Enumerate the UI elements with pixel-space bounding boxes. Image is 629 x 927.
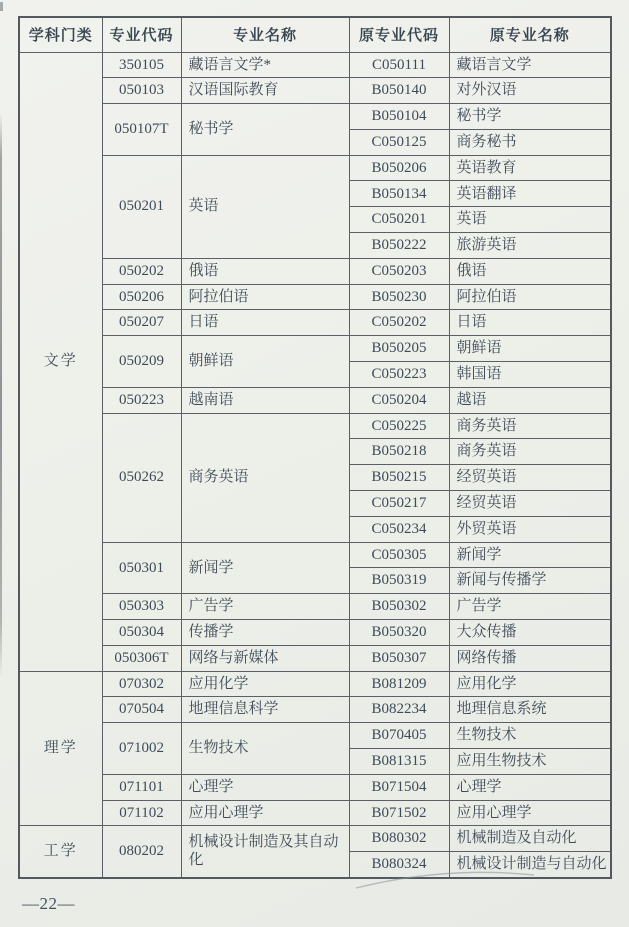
- header-old-major-code: 原专业代码: [349, 17, 449, 52]
- header-discipline-category: 学科门类: [19, 17, 102, 52]
- old-major-name-cell: 商务英语: [449, 413, 611, 439]
- table-row: [19, 413, 611, 439]
- old-major-code-cell: B050302: [349, 594, 449, 620]
- major-code-cell: 050301: [102, 542, 181, 594]
- old-major-name-cell: 韩国语: [449, 362, 611, 388]
- major-code-cell: 050103: [102, 78, 181, 104]
- table-row: [19, 697, 611, 723]
- discipline-category-cell: 文学: [19, 52, 102, 671]
- old-major-code-cell: B050205: [349, 336, 449, 362]
- old-major-name-cell: 机械制造及自动化: [449, 826, 611, 852]
- major-name-cell: 越南语: [181, 387, 349, 413]
- table-row: [19, 78, 611, 104]
- major-code-cell: 080202: [102, 826, 181, 878]
- old-major-code-cell: B050206: [349, 155, 449, 181]
- discipline-category-cell: 理学: [19, 671, 102, 826]
- old-major-code-cell: C050202: [349, 310, 449, 336]
- major-code-cell: 071101: [102, 774, 181, 800]
- old-major-name-cell: 新闻与传播学: [449, 568, 611, 594]
- old-major-name-cell: 旅游英语: [449, 233, 611, 259]
- old-major-name-cell: 对外汉语: [449, 78, 611, 104]
- major-code-cell: 071102: [102, 800, 181, 826]
- table-row: [19, 620, 611, 646]
- old-major-code-cell: B050230: [349, 284, 449, 310]
- major-name-cell: 广告学: [181, 594, 349, 620]
- table-row: [19, 155, 611, 181]
- old-major-name-cell: 越语: [449, 387, 611, 413]
- major-code-cell: 050209: [102, 336, 181, 388]
- major-code-cell: 070302: [102, 671, 181, 697]
- old-major-code-cell: B050307: [349, 645, 449, 671]
- major-name-cell: 机械设计制造及其自动化: [181, 826, 349, 878]
- table-row: [19, 104, 611, 130]
- old-major-name-cell: 大众传播: [449, 620, 611, 646]
- major-code-cell: 350105: [102, 52, 181, 78]
- table-row: [19, 594, 611, 620]
- major-code-cell: 050201: [102, 155, 181, 258]
- major-code-cell: 050107T: [102, 104, 181, 156]
- old-major-name-cell: 地理信息系统: [449, 697, 611, 723]
- old-major-name-cell: 网络传播: [449, 645, 611, 671]
- table-row: [19, 52, 611, 78]
- old-major-name-cell: 新闻学: [449, 542, 611, 568]
- page-number: —22—: [22, 894, 75, 913]
- table-row: [19, 284, 611, 310]
- major-name-cell: 心理学: [181, 774, 349, 800]
- old-major-code-cell: C050305: [349, 542, 449, 568]
- major-name-cell: 英语: [181, 155, 349, 258]
- major-name-cell: 地理信息科学: [181, 697, 349, 723]
- major-code-cell: 050202: [102, 258, 181, 284]
- old-major-name-cell: 应用化学: [449, 671, 611, 697]
- old-major-name-cell: 日语: [449, 310, 611, 336]
- header-major-code: 专业代码: [102, 17, 181, 52]
- old-major-name-cell: 英语: [449, 207, 611, 233]
- old-major-name-cell: 秘书学: [449, 104, 611, 130]
- old-major-code-cell: B050134: [349, 181, 449, 207]
- major-name-cell: 汉语国际教育: [181, 78, 349, 104]
- discipline-category-cell: 工学: [19, 826, 102, 878]
- major-code-cell: 050207: [102, 310, 181, 336]
- old-major-name-cell: 外贸英语: [449, 516, 611, 542]
- major-name-cell: 新闻学: [181, 542, 349, 594]
- old-major-code-cell: C050217: [349, 491, 449, 517]
- old-major-name-cell: 心理学: [449, 774, 611, 800]
- old-major-code-cell: B080302: [349, 826, 449, 852]
- table-row: [19, 542, 611, 568]
- old-major-name-cell: 英语教育: [449, 155, 611, 181]
- old-major-code-cell: C050201: [349, 207, 449, 233]
- old-major-name-cell: 商务英语: [449, 439, 611, 465]
- old-major-name-cell: 应用生物技术: [449, 749, 611, 775]
- old-major-name-cell: 藏语言文学: [449, 52, 611, 78]
- table-row: [19, 671, 611, 697]
- scan-edge-artifact: [0, 112, 2, 678]
- old-major-code-cell: B050215: [349, 465, 449, 491]
- major-name-cell: 秘书学: [181, 104, 349, 156]
- old-major-name-cell: 朝鲜语: [449, 336, 611, 362]
- major-code-cell: 050262: [102, 413, 181, 542]
- major-name-cell: 应用心理学: [181, 800, 349, 826]
- major-name-cell: 传播学: [181, 620, 349, 646]
- old-major-code-cell: B050222: [349, 233, 449, 259]
- old-major-name-cell: 阿拉伯语: [449, 284, 611, 310]
- table-row: [19, 310, 611, 336]
- table-row: [19, 723, 611, 749]
- old-major-name-cell: 英语翻译: [449, 181, 611, 207]
- old-major-name-cell: 俄语: [449, 258, 611, 284]
- table-row: [19, 800, 611, 826]
- table-row: [19, 774, 611, 800]
- table-row: [19, 826, 611, 852]
- old-major-code-cell: B050319: [349, 568, 449, 594]
- old-major-code-cell: C050225: [349, 413, 449, 439]
- header-old-major-name: 原专业名称: [449, 17, 611, 52]
- major-code-cell: 050223: [102, 387, 181, 413]
- old-major-code-cell: C050203: [349, 258, 449, 284]
- old-major-code-cell: C050234: [349, 516, 449, 542]
- old-major-name-cell: 机械设计制造与自动化: [449, 852, 611, 878]
- major-code-cell: 070504: [102, 697, 181, 723]
- old-major-code-cell: B050104: [349, 104, 449, 130]
- old-major-code-cell: B071502: [349, 800, 449, 826]
- major-code-cell: 071002: [102, 723, 181, 775]
- major-name-cell: 应用化学: [181, 671, 349, 697]
- major-code-cell: 050306T: [102, 645, 181, 671]
- header-major-name: 专业名称: [181, 17, 349, 52]
- old-major-code-cell: C050223: [349, 362, 449, 388]
- scan-speck-artifact: [0, 2, 3, 11]
- major-name-cell: 俄语: [181, 258, 349, 284]
- old-major-code-cell: C050204: [349, 387, 449, 413]
- old-major-name-cell: 广告学: [449, 594, 611, 620]
- old-major-name-cell: 应用心理学: [449, 800, 611, 826]
- old-major-code-cell: C050125: [349, 129, 449, 155]
- old-major-code-cell: B071504: [349, 774, 449, 800]
- table-row: [19, 336, 611, 362]
- header-row: [19, 17, 611, 52]
- major-name-cell: 朝鲜语: [181, 336, 349, 388]
- old-major-code-cell: B081209: [349, 671, 449, 697]
- old-major-code-cell: B082234: [349, 697, 449, 723]
- old-major-name-cell: 经贸英语: [449, 465, 611, 491]
- old-major-code-cell: B070405: [349, 723, 449, 749]
- old-major-code-cell: B050140: [349, 78, 449, 104]
- major-code-conversion-table: [18, 16, 612, 879]
- old-major-code-cell: B081315: [349, 749, 449, 775]
- scan-curve-artifact: [350, 862, 540, 896]
- old-major-code-cell: B080324: [349, 852, 449, 878]
- old-major-name-cell: 经贸英语: [449, 491, 611, 517]
- table-body: [19, 52, 611, 878]
- table-row: [19, 258, 611, 284]
- major-name-cell: 阿拉伯语: [181, 284, 349, 310]
- major-code-cell: 050303: [102, 594, 181, 620]
- major-name-cell: 生物技术: [181, 723, 349, 775]
- major-name-cell: 藏语言文学*: [181, 52, 349, 78]
- table-head: [19, 17, 611, 52]
- major-code-cell: 050304: [102, 620, 181, 646]
- table-row: [19, 387, 611, 413]
- major-name-cell: 网络与新媒体: [181, 645, 349, 671]
- old-major-code-cell: B050218: [349, 439, 449, 465]
- old-major-code-cell: C050111: [349, 52, 449, 78]
- major-name-cell: 商务英语: [181, 413, 349, 542]
- major-name-cell: 日语: [181, 310, 349, 336]
- old-major-name-cell: 商务秘书: [449, 129, 611, 155]
- old-major-name-cell: 生物技术: [449, 723, 611, 749]
- table-row: [19, 645, 611, 671]
- old-major-code-cell: B050320: [349, 620, 449, 646]
- major-code-cell: 050206: [102, 284, 181, 310]
